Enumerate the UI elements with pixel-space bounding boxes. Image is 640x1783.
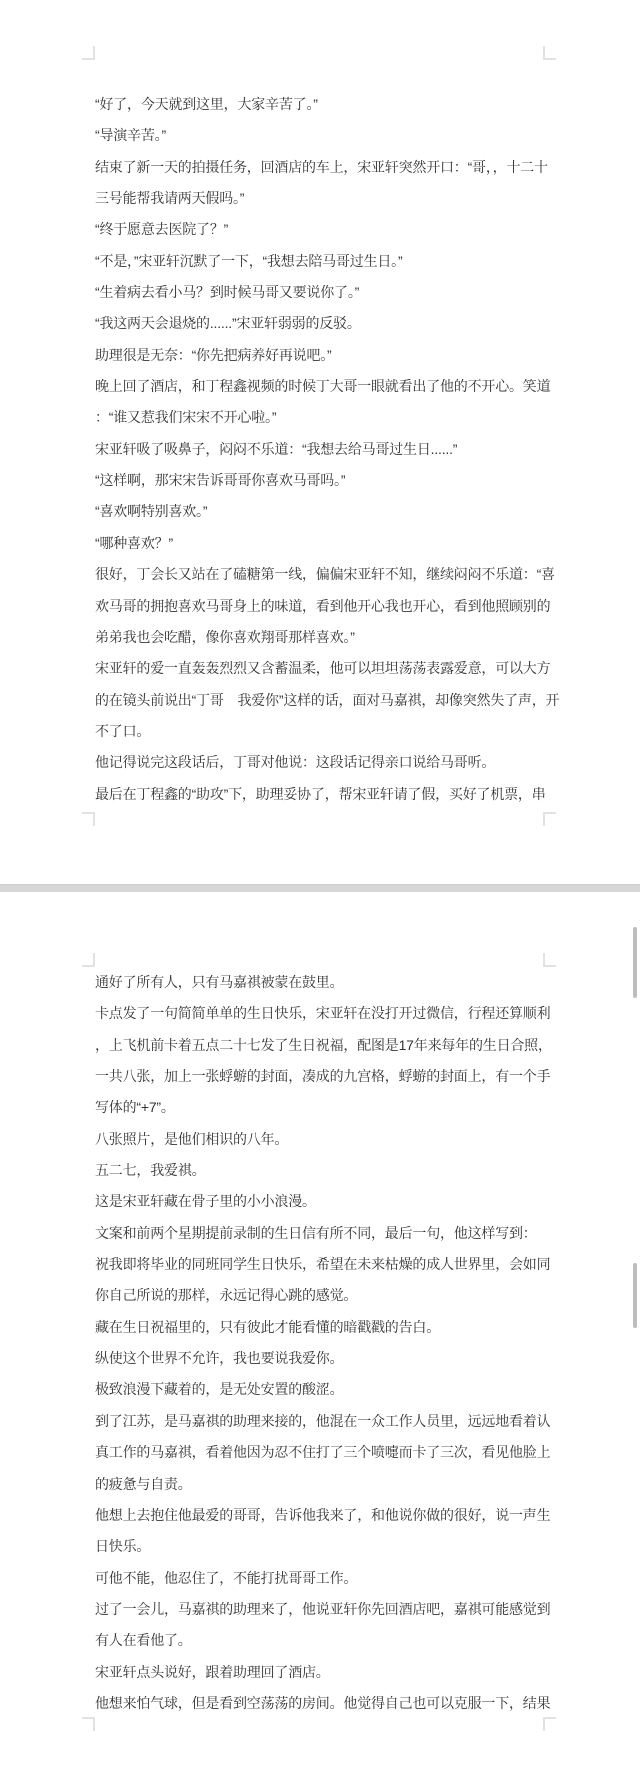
text-line: 文案和前两个星期提前录制的生日信有所不同，最后一句，他这样写到： (95, 1224, 537, 1241)
text-line: “喜欢啊特别喜欢。” (95, 503, 208, 520)
page-2-text (95, 967, 565, 1719)
text-line: 写体的“+7”。 (95, 1099, 175, 1116)
text-line: 五二七，我爱祺。 (95, 1162, 206, 1179)
text-line: 可他不能，他忍住了，不能打扰哥哥工作。 (95, 1569, 358, 1586)
text-line: “我这两天会退烧的......”宋亚轩弱弱的反驳。 (95, 315, 361, 332)
text-line: 藏在生日祝福里的，只有彼此才能看懂的暗戳戳的告白。 (95, 1318, 440, 1335)
crop-mark-top-left (82, 46, 95, 60)
page-separator (0, 884, 640, 892)
text-line: 你自己所说的那样，永远记得心跳的感觉。 (95, 1287, 358, 1304)
text-line: “导演辛苦。” (95, 127, 166, 144)
page-1-text (95, 89, 565, 810)
crop-mark-top-right (543, 953, 556, 967)
text-line: 通好了所有人，只有马嘉祺被蒙在鼓里。 (95, 974, 344, 990)
text-line: 八张照片，是他们相识的八年。 (95, 1130, 289, 1147)
text-line: 很好，丁会长又站在了磕糖第一线，偏偏宋亚轩不知，继续闷闷不乐道：“喜 (95, 566, 555, 583)
scrollbar-thumb[interactable] (633, 1263, 637, 1328)
crop-mark-bottom-right (543, 812, 556, 826)
text-line: “不是，”宋亚轩沉默了一下，“我想去陪马哥过生日。” (95, 252, 403, 269)
text-line: 宋亚轩吸了吸鼻子，闷闷不乐道：“我想去给马哥过生日......” (95, 440, 458, 457)
text-line: “生着病去看小马？到时候马哥又要说你了。” (95, 284, 360, 301)
text-line: 宋亚轩的爱一直轰轰烈烈又含蓄温柔，他可以坦坦荡荡表露爱意，可以大方 (95, 660, 551, 677)
text-line: 过了一会儿，马嘉祺的助理来了，他说亚轩你先回酒店吧，嘉祺可能感觉到 (95, 1600, 551, 1617)
text-line: “哪种喜欢？” (95, 534, 173, 551)
text-line: 的疲惫与自责。 (95, 1475, 192, 1492)
text-line: 这是宋亚轩藏在骨子里的小小浪漫。 (95, 1193, 316, 1210)
text-line: “好了，今天就到这里，大家辛苦了。” (95, 96, 318, 112)
text-line: 弟弟我也会吃醋，像你喜欢翔哥那样喜欢。” (95, 628, 355, 645)
text-line: 他记得说完这段话后，丁哥对他说：这段话记得亲口说给马哥听。 (95, 754, 496, 771)
text-line: 一共八张，加上一张蜉蝣的封面，凑成的九宫格，蜉蝣的封面上，有一个手 (95, 1068, 551, 1085)
text-line: 日快乐。 (95, 1538, 151, 1555)
text-line: 到了江苏，是马嘉祺的助理来接的，他混在一众工作人员里，远远地看着认 (95, 1412, 551, 1429)
text-line: 他想来怕气球，但是看到空荡荡的房间。他觉得自己也可以克服一下，结果 (95, 1694, 551, 1711)
text-line: 有人在看他了。 (95, 1632, 192, 1649)
text-line: 纵使这个世界不允许，我也要说我爱你。 (95, 1350, 344, 1367)
text-line: 祝我即将毕业的同班同学生日快乐，希望在未来枯燥的成人世界里，会如同 (95, 1256, 551, 1273)
text-line: ：“谁又惹我们宋宋不开心啦。” (95, 409, 277, 426)
scrollbar-thumb[interactable] (633, 927, 637, 998)
text-line: 极致浪漫下藏着的，是无处安置的酸涩。 (95, 1381, 344, 1398)
text-line: 宋亚轩点头说好，跟着助理回了酒店。 (95, 1663, 330, 1680)
crop-mark-bottom-left (82, 1717, 95, 1731)
text-line: “终于愿意去医院了？” (95, 221, 229, 238)
text-line: “这样啊，那宋宋告诉哥哥你喜欢马哥吗。” (95, 472, 346, 489)
text-line: 真工作的马嘉祺，看着他因为忍不住打了三个喷嚏而卡了三次，看见他脸上 (95, 1444, 551, 1461)
text-line: 三号能帮我请两天假吗。” (95, 190, 245, 207)
text-line: 最后在丁程鑫的“助攻”下，助理妥协了，帮宋亚轩请了假，买好了机票，串 (95, 785, 546, 802)
crop-mark-top-left (82, 953, 95, 967)
text-line: 欢马哥的拥抱喜欢马哥身上的味道，看到他开心我也开心，看到他照顾别的 (95, 597, 551, 614)
crop-mark-top-right (543, 46, 556, 60)
text-line: ，上飞机前卡着五点二十七发了生日祝福，配图是17年来每年的生日合照， (95, 1036, 552, 1053)
text-line: 助理很是无奈：“你先把病养好再说吧。” (95, 346, 332, 363)
text-line: 卡点发了一句简简单单的生日快乐，宋亚轩在没打开过微信，行程还算顺利 (95, 1005, 551, 1022)
text-line: 的在镜头前说出“丁哥 我爱你”这样的话，面对马嘉祺，却像突然失了声，开 (95, 691, 560, 708)
text-line: 不了口。 (95, 722, 151, 739)
text-line: 结束了新一天的拍摄任务，回酒店的车上，宋亚轩突然开口：“哥，，十二十 (95, 158, 548, 175)
crop-mark-bottom-left (82, 812, 95, 826)
text-line: 他想上去抱住他最爱的哥哥，告诉他我来了，和他说你做的很好，说一声生 (95, 1506, 551, 1523)
text-line: 晚上回了酒店，和丁程鑫视频的时候丁大哥一眼就看出了他的不开心。笑道 (95, 378, 551, 395)
